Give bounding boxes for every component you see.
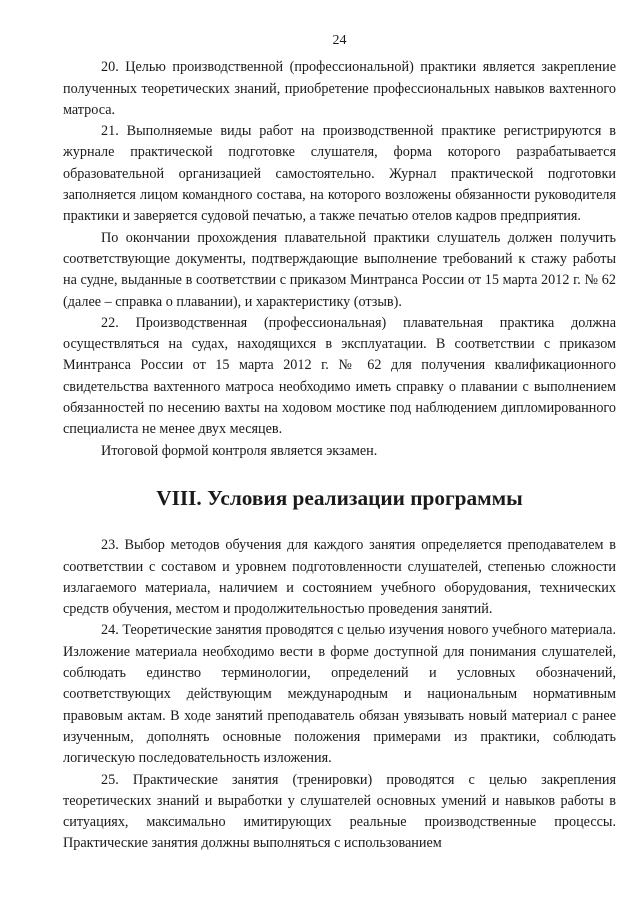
paragraph-21: 21. Выполняемые виды работ на производственной практике регистрируются в журнале практической подготовке слушателя, форма которого разрабатывается образовательной организацией самостоятельно. Журнал практической подготовки заполняется лицом командного состава, на которого возложены обязанности руководителя практики и заверяется судовой печатью, а также печатью отелов кадров предприятия. [63, 123, 616, 225]
paragraph-22: 22. Производственная (профессиональная) плавательная практика должна осуществляться на судах, находящихся в эксплуатации. В соответствии с приказом Минтранса России от 15 марта 2012 г. № 62 для получения квалификационного свидетельства вахтенного матроса необходимо иметь справку о плавании с выполнением обязанностей по несению вахты на ходовом мостике под наблюдением дипломированного специалиста не менее двух месяцев. [63, 314, 616, 438]
paragraph-25: 25. Практические занятия (тренировки) проводятся с целью закрепления теоретических знаний и выработки у слушателей основных умений и навыков работы в ситуациях, максимально имитирующих реальные производственные процессы. Практические занятия должны выполняться с использованием [63, 771, 616, 852]
section-heading: VIII. Условия реализации программы [156, 485, 523, 510]
page-number: 24 [332, 33, 347, 48]
paragraph-final-control: Итоговой формой контроля является экзамен. [101, 442, 378, 459]
document-page [63, 30, 616, 855]
paragraph-23: 23. Выбор методов обучения для каждого занятия определяется преподавателем в соответствии с составом и уровнем подготовленности слушателей, степенью сложности излагаемого материала, наличием и состоянием учебного оборудования, технических средств обучения, местом и продолжительностью проведения занятий. [63, 537, 616, 618]
paragraph-20: 20. Целью производственной (профессиональной) практики является закрепление полученных теоретических знаний, приобретение профессиональных навыков вахтенного матроса. [63, 59, 616, 118]
paragraph-24: 24. Теоретические занятия проводятся с целью изучения нового учебного материала. Изложение материала необходимо вести в форме доступной для понимания слушателей, соблюдать единство терминологии, определений и условных обозначений, соответствующих действующим международным и национальным нормативным правовым актам. В ходе занятий преподаватель обязан увязывать новый материал с ранее изученным, дополнять основные положения примерами из практики, соблюдать логическую последовательность изложения. [63, 622, 616, 767]
paragraph-practice-completion: По окончании прохождения плавательной практики слушатель должен получить соответствующие документы, подтверждающие выполнение требований к стажу работы на судне, выданные в соответствии с приказом Минтранса России от 15 марта 2012 г. № 62 (далее – справка о плавании), и характеристику (отзыв). [63, 229, 616, 310]
